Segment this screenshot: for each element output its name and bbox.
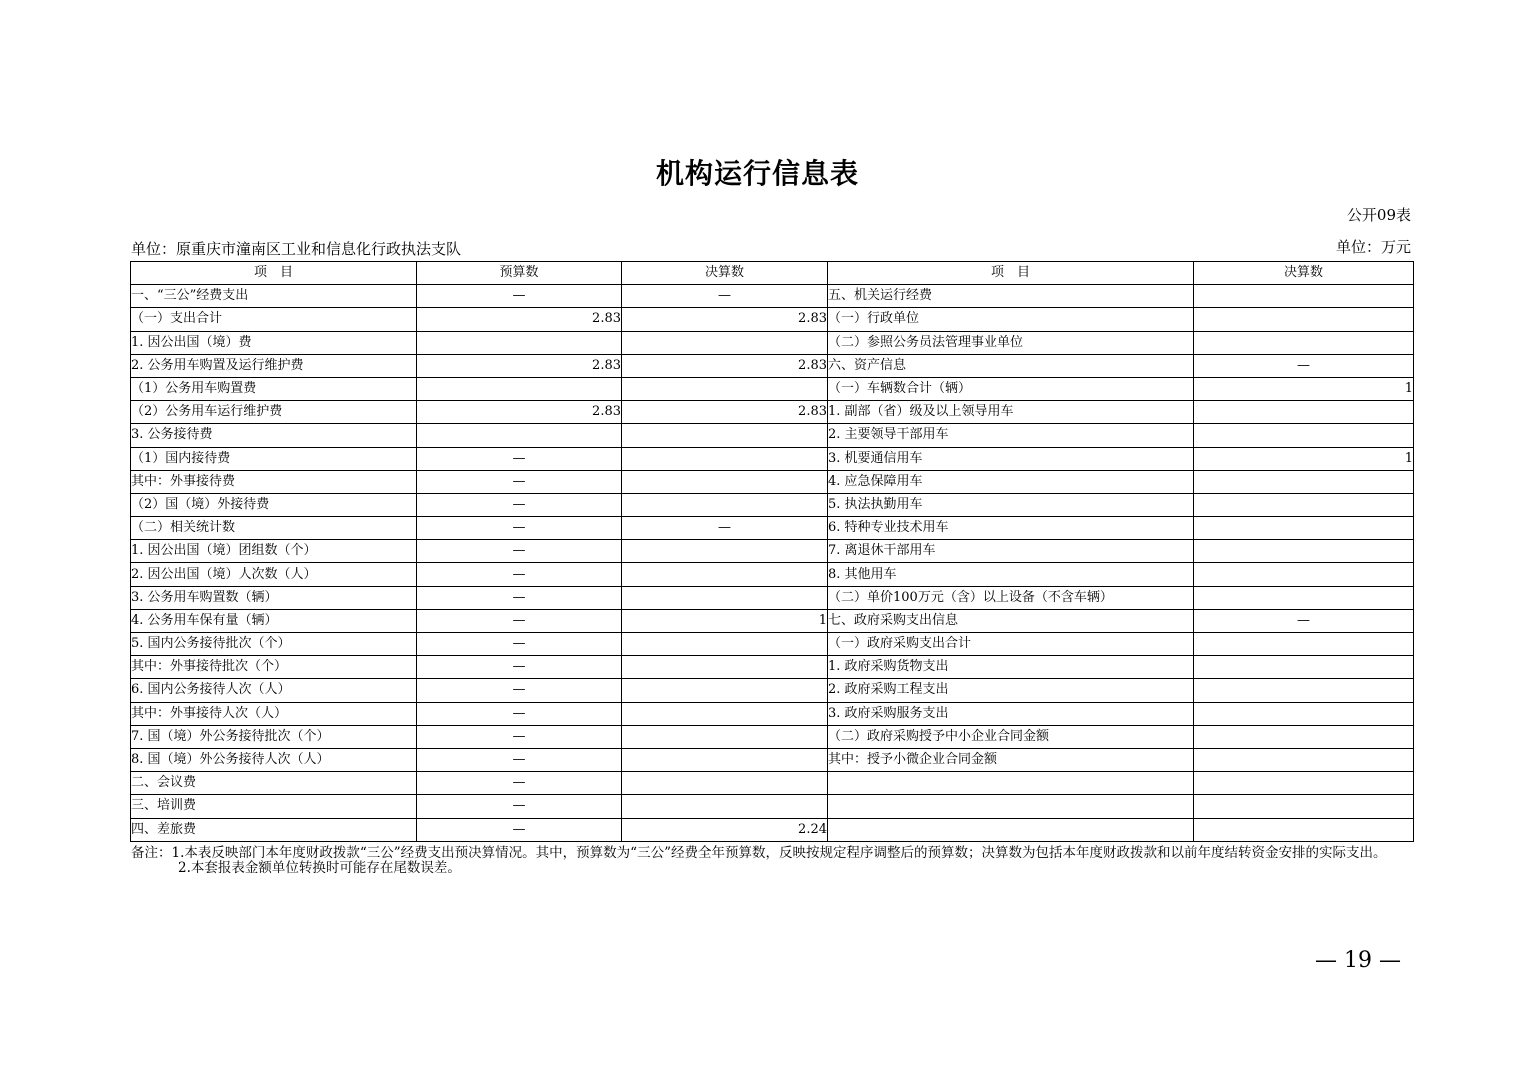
final-right-cell [1194, 517, 1414, 540]
final-left-cell: — [622, 285, 828, 308]
right-item-cell: （一）政府采购支出合计 [828, 633, 1194, 656]
final-left-cell [622, 656, 828, 679]
table-row [131, 748, 1414, 771]
left-item-cell: （1）国内接待费 [131, 447, 417, 470]
table-row [131, 679, 1414, 702]
right-item-cell: 3. 机要通信用车 [828, 447, 1194, 470]
operation-info-table [130, 261, 1414, 842]
table-row [131, 609, 1414, 632]
left-item-cell: 5. 国内公务接待批次（个） [131, 633, 417, 656]
page-title: 机构运行信息表 [655, 157, 859, 190]
final-right-cell [1194, 656, 1414, 679]
final-left-cell: 2.24 [622, 818, 828, 841]
budget-cell [417, 424, 622, 447]
budget-cell: 2.83 [417, 354, 622, 377]
final-left-cell: — [622, 517, 828, 540]
left-item-cell: 2. 公务用车购置及运行维护费 [131, 354, 417, 377]
table-row [131, 354, 1414, 377]
final-left-cell [622, 493, 828, 516]
final-right-cell [1194, 586, 1414, 609]
left-item-cell: 2. 因公出国（境）人次数（人） [131, 563, 417, 586]
budget-cell: — [417, 772, 622, 795]
right-item-cell [828, 795, 1194, 818]
currency-unit: 单位：万元 [1335, 238, 1411, 256]
final-right-cell [1194, 331, 1414, 354]
final-left-cell [622, 633, 828, 656]
left-item-cell: （二）相关统计数 [131, 517, 417, 540]
budget-cell: — [417, 540, 622, 563]
final-left-cell: 2.83 [622, 308, 828, 331]
right-item-cell: （二）单价100万元（含）以上设备（不含车辆） [828, 586, 1194, 609]
final-left-cell [622, 563, 828, 586]
table-row [131, 331, 1414, 354]
right-item-cell: 6. 特种专业技术用车 [828, 517, 1194, 540]
table-row [131, 308, 1414, 331]
budget-cell: — [417, 470, 622, 493]
final-right-cell [1194, 424, 1414, 447]
table-row [131, 285, 1414, 308]
right-item-cell: 8. 其他用车 [828, 563, 1194, 586]
budget-cell: — [417, 725, 622, 748]
right-item-cell: 六、资产信息 [828, 354, 1194, 377]
table-row [131, 656, 1414, 679]
final-left-cell: 1 [622, 609, 828, 632]
final-right-cell [1194, 679, 1414, 702]
final-left-cell [622, 772, 828, 795]
final-left-cell [622, 470, 828, 493]
note-1: 备注：1.本表反映部门本年度财政拨款“三公”经费支出预决算情况。其中，预算数为“三公”经费全年预算数，反映按规定程序调整后的预算数；决算数为包括本年度财政拨款和以前年度结转资金安排的实际支出。 [131, 845, 1387, 861]
table-row [131, 702, 1414, 725]
left-item-cell: 6. 国内公务接待人次（人） [131, 679, 417, 702]
left-item-cell: 二、会议费 [131, 772, 417, 795]
table-row [131, 401, 1414, 424]
right-item-cell: 1. 政府采购货物支出 [828, 656, 1194, 679]
table-row [131, 517, 1414, 540]
right-item-cell [828, 772, 1194, 795]
final-right-cell [1194, 493, 1414, 516]
left-item-cell: （2）国（境）外接待费 [131, 493, 417, 516]
final-left-cell [622, 424, 828, 447]
final-left-cell [622, 748, 828, 771]
final-right-cell: 1 [1194, 447, 1414, 470]
table-row [131, 633, 1414, 656]
final-right-cell [1194, 702, 1414, 725]
final-right-cell [1194, 795, 1414, 818]
final-left-cell [622, 540, 828, 563]
final-left-cell [622, 586, 828, 609]
right-item-cell: （一）车辆数合计（辆） [828, 377, 1194, 400]
budget-cell: 2.83 [417, 401, 622, 424]
left-item-cell: 3. 公务接待费 [131, 424, 417, 447]
right-item-cell: 其中：授予小微企业合同金额 [828, 748, 1194, 771]
table-row [131, 563, 1414, 586]
final-left-cell [622, 702, 828, 725]
right-item-cell: 3. 政府采购服务支出 [828, 702, 1194, 725]
final-right-cell [1194, 285, 1414, 308]
table-row [131, 818, 1414, 841]
left-item-cell: 1. 因公出国（境）费 [131, 331, 417, 354]
final-right-cell [1194, 470, 1414, 493]
right-item-cell: （一）行政单位 [828, 308, 1194, 331]
final-left-cell [622, 725, 828, 748]
page-number: — 19 — [1315, 948, 1401, 973]
final-left-cell [622, 447, 828, 470]
final-right-cell [1194, 818, 1414, 841]
left-item-cell: 3. 公务用车购置数（辆） [131, 586, 417, 609]
budget-cell: — [417, 748, 622, 771]
left-item-cell: （1）公务用车购置费 [131, 377, 417, 400]
right-item-cell [828, 818, 1194, 841]
budget-cell: — [417, 609, 622, 632]
final-right-cell [1194, 540, 1414, 563]
right-item-cell: （二）政府采购授予中小企业合同金额 [828, 725, 1194, 748]
budget-cell: — [417, 818, 622, 841]
header-final-right: 决算数 [1194, 262, 1414, 285]
header-final-left: 决算数 [622, 262, 828, 285]
left-item-cell: 其中：外事接待人次（人） [131, 702, 417, 725]
left-item-cell: （2）公务用车运行维护费 [131, 401, 417, 424]
final-left-cell [622, 679, 828, 702]
left-item-cell: 4. 公务用车保有量（辆） [131, 609, 417, 632]
budget-cell: — [417, 285, 622, 308]
budget-cell [417, 331, 622, 354]
right-item-cell: 2. 政府采购工程支出 [828, 679, 1194, 702]
budget-cell: — [417, 795, 622, 818]
final-right-cell: — [1194, 354, 1414, 377]
budget-cell: — [417, 563, 622, 586]
budget-cell: — [417, 679, 622, 702]
right-item-cell: 5. 执法执勤用车 [828, 493, 1194, 516]
right-item-cell: 4. 应急保障用车 [828, 470, 1194, 493]
organization-unit: 单位：原重庆市潼南区工业和信息化行政执法支队 [131, 240, 462, 258]
final-right-cell: — [1194, 609, 1414, 632]
budget-cell: — [417, 656, 622, 679]
budget-cell: — [417, 517, 622, 540]
final-right-cell [1194, 748, 1414, 771]
table-row [131, 470, 1414, 493]
table-row [131, 795, 1414, 818]
header-item-right: 项 目 [828, 262, 1194, 285]
right-item-cell: （二）参照公务员法管理事业单位 [828, 331, 1194, 354]
table-header-row [131, 262, 1414, 285]
right-item-cell: 7. 离退休干部用车 [828, 540, 1194, 563]
header-item-left: 项 目 [131, 262, 417, 285]
budget-cell: — [417, 586, 622, 609]
table-row [131, 586, 1414, 609]
right-item-cell: 七、政府采购支出信息 [828, 609, 1194, 632]
table-row [131, 772, 1414, 795]
left-item-cell: 一、“三公”经费支出 [131, 285, 417, 308]
final-left-cell: 2.83 [622, 354, 828, 377]
left-item-cell: 其中：外事接待批次（个） [131, 656, 417, 679]
table-row [131, 424, 1414, 447]
final-right-cell [1194, 563, 1414, 586]
left-item-cell: 7. 国（境）外公务接待批次（个） [131, 725, 417, 748]
note-2: 2.本套报表金额单位转换时可能存在尾数误差。 [178, 860, 461, 876]
final-left-cell [622, 331, 828, 354]
left-item-cell: 8. 国（境）外公务接待人次（人） [131, 748, 417, 771]
table-body [131, 285, 1414, 842]
final-right-cell [1194, 772, 1414, 795]
budget-cell: 2.83 [417, 308, 622, 331]
final-right-cell [1194, 633, 1414, 656]
right-item-cell: 2. 主要领导干部用车 [828, 424, 1194, 447]
left-item-cell: 1. 因公出国（境）团组数（个） [131, 540, 417, 563]
table-row [131, 493, 1414, 516]
right-item-cell: 1. 副部（省）级及以上领导用车 [828, 401, 1194, 424]
right-item-cell: 五、机关运行经费 [828, 285, 1194, 308]
header-budget: 预算数 [417, 262, 622, 285]
final-left-cell [622, 795, 828, 818]
notes [131, 846, 1413, 876]
form-number: 公开09表 [1346, 206, 1411, 224]
table-row [131, 447, 1414, 470]
table-row [131, 377, 1414, 400]
table-row [131, 725, 1414, 748]
budget-cell: — [417, 493, 622, 516]
final-right-cell [1194, 308, 1414, 331]
budget-cell [417, 377, 622, 400]
final-left-cell: 2.83 [622, 401, 828, 424]
final-left-cell [622, 377, 828, 400]
left-item-cell: 四、差旅费 [131, 818, 417, 841]
left-item-cell: （一）支出合计 [131, 308, 417, 331]
left-item-cell: 其中：外事接待费 [131, 470, 417, 493]
table-row [131, 540, 1414, 563]
left-item-cell: 三、培训费 [131, 795, 417, 818]
budget-cell: — [417, 447, 622, 470]
budget-cell: — [417, 702, 622, 725]
final-right-cell: 1 [1194, 377, 1414, 400]
final-right-cell [1194, 725, 1414, 748]
budget-cell: — [417, 633, 622, 656]
final-right-cell [1194, 401, 1414, 424]
